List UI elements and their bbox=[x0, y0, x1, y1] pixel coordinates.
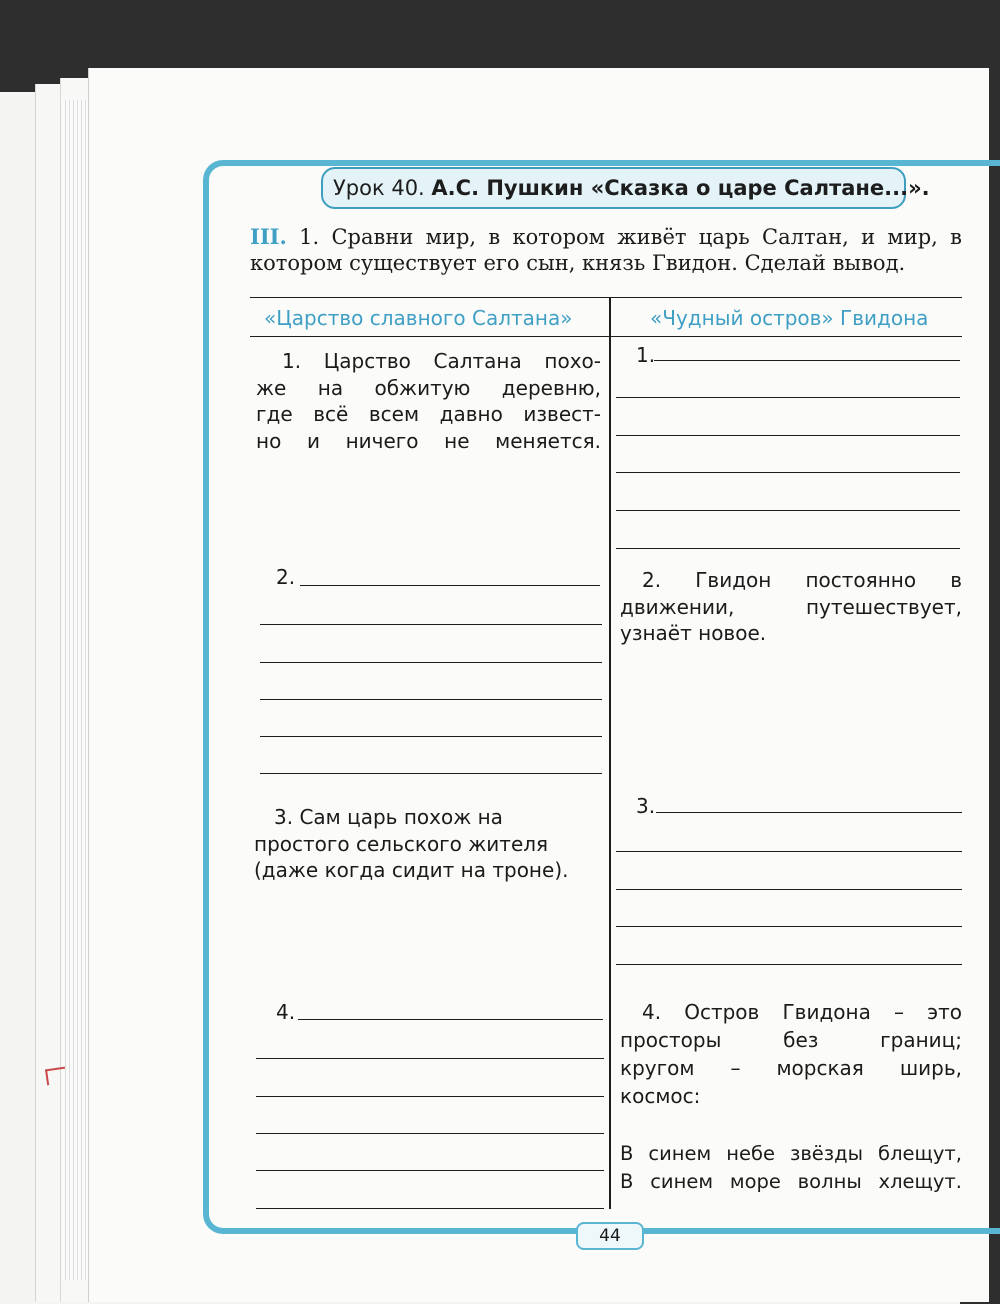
text-line: простого сельского жителя bbox=[254, 831, 549, 856]
answer-line[interactable] bbox=[298, 1019, 603, 1020]
answer-line[interactable] bbox=[616, 435, 960, 436]
red-pen-mark bbox=[45, 1067, 67, 1086]
answer-line[interactable] bbox=[616, 964, 962, 965]
answer-line[interactable] bbox=[256, 1096, 604, 1097]
table-header-rule bbox=[250, 336, 962, 337]
answer-line[interactable] bbox=[616, 851, 962, 852]
page-number: 44 bbox=[576, 1222, 644, 1250]
answer-line[interactable] bbox=[616, 510, 960, 511]
answer-line[interactable] bbox=[260, 773, 602, 774]
page-edges bbox=[62, 100, 88, 1280]
footer-bar bbox=[236, 1228, 576, 1234]
text-line: 2. Гвидон постоянно в bbox=[642, 568, 962, 592]
left-item-1 bbox=[256, 348, 601, 454]
answer-line[interactable] bbox=[256, 1058, 604, 1059]
text-line: 1. Царство Салтана похо- bbox=[282, 349, 601, 373]
text-line: (даже когда сидит на троне). bbox=[254, 858, 569, 882]
task-number: III. bbox=[250, 224, 287, 249]
table-top-rule bbox=[250, 297, 962, 298]
text-line: кругом – морская ширь, bbox=[620, 1056, 962, 1080]
right-item-1-number: 1. bbox=[636, 343, 656, 367]
answer-line[interactable] bbox=[260, 699, 602, 700]
verse-line: В синем небе звёзды блещут, bbox=[620, 1142, 962, 1165]
answer-line[interactable] bbox=[300, 585, 600, 586]
right-item-3-number: 3. bbox=[636, 794, 656, 818]
text-line: но и ничего не меняется. bbox=[256, 428, 601, 453]
text-line: где всё всем давно извест- bbox=[256, 402, 601, 426]
verse-line: В синем море волны хлещут. bbox=[620, 1170, 962, 1193]
left-item-4-number: 4. bbox=[276, 1000, 296, 1024]
answer-line[interactable] bbox=[656, 812, 962, 813]
answer-line[interactable] bbox=[616, 548, 960, 549]
task-text: 1. Сравни мир, в котором живёт царь Салтан, и мир, в котором существует его сын, князь Гвидон. Сделай вывод. bbox=[250, 225, 962, 275]
answer-line[interactable] bbox=[616, 472, 960, 473]
lesson-number: Урок 40. bbox=[333, 176, 425, 200]
text-line: 4. Остров Гвидона – это bbox=[642, 1000, 962, 1024]
poem-quote bbox=[620, 1140, 962, 1196]
left-item-2-number: 2. bbox=[276, 565, 296, 589]
text-line: 3. Сам царь похож на bbox=[274, 805, 503, 829]
answer-line[interactable] bbox=[256, 1133, 604, 1134]
lesson-title-box bbox=[321, 167, 930, 209]
answer-line[interactable] bbox=[616, 926, 962, 927]
answer-line[interactable] bbox=[654, 360, 960, 361]
answer-line[interactable] bbox=[260, 662, 602, 663]
answer-line[interactable] bbox=[616, 397, 960, 398]
answer-line[interactable] bbox=[616, 889, 962, 890]
answer-line[interactable] bbox=[256, 1170, 604, 1171]
left-item-3 bbox=[254, 804, 604, 884]
text-line: узнаёт новое. bbox=[620, 621, 767, 645]
text-line: космос: bbox=[620, 1084, 701, 1108]
lesson-title: А.С. Пушкин «Сказка о царе Салтане...». bbox=[431, 176, 930, 200]
right-item-2 bbox=[620, 567, 962, 647]
text-line: же на обжитую деревню, bbox=[256, 375, 601, 400]
footer-bar bbox=[644, 1228, 1000, 1234]
right-item-4 bbox=[620, 998, 962, 1110]
task-statement bbox=[250, 224, 962, 276]
text-line: движении, путешествует, bbox=[620, 594, 962, 619]
answer-line[interactable] bbox=[256, 1208, 604, 1209]
answer-line[interactable] bbox=[260, 736, 602, 737]
answer-line[interactable] bbox=[260, 624, 602, 625]
text-line: просторы без границ; bbox=[620, 1028, 962, 1052]
right-column-header: «Чудный остров» Гвидона bbox=[650, 306, 929, 330]
table-divider bbox=[609, 297, 611, 1209]
left-column-header: «Царство славного Салтана» bbox=[264, 306, 573, 330]
